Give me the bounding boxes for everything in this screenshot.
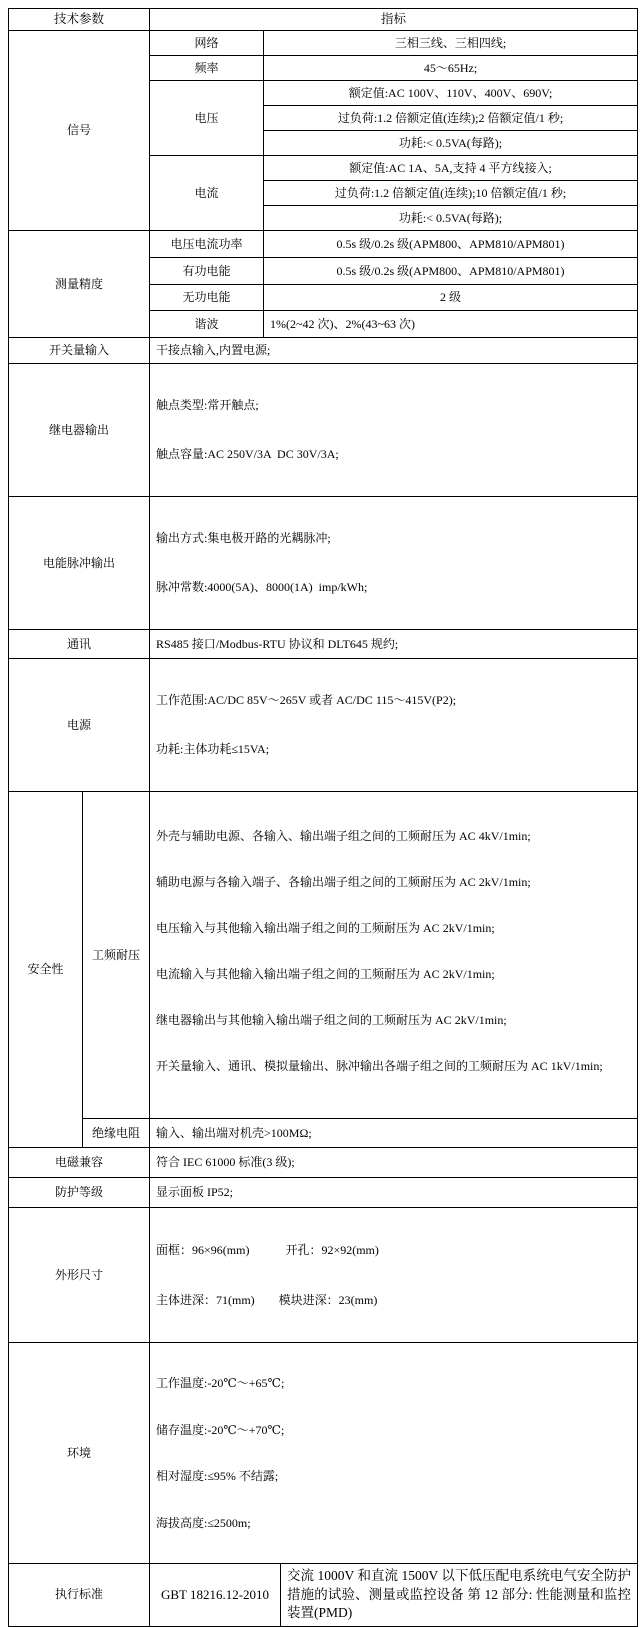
current-label: 电流	[150, 156, 264, 231]
withstand-line-5: 继电器输出与其他输入输出端子组之间的工频耐压为 AC 2kV/1min;	[156, 1013, 507, 1027]
accuracy-row0-value: 0.5s 级/0.2s 级(APM800、APM810/APM801)	[264, 231, 638, 258]
dimensions-line-1: 面框：96×96(mm) 开孔：92×92(mm)	[156, 1243, 379, 1257]
power-line-1: 工作范围:AC/DC 85V～265V 或者 AC/DC 115～415V(P2);	[156, 693, 457, 707]
accuracy-row2-label: 无功电能	[150, 285, 264, 311]
protection-value: 显示面板 IP52;	[150, 1178, 638, 1208]
relay-output-value	[150, 364, 638, 497]
environment-label: 环境	[9, 1343, 150, 1564]
pulse-output-label: 电能脉冲输出	[9, 497, 150, 630]
relay-line-2: 触点容量:AC 250V/3A DC 30V/3A;	[156, 447, 339, 461]
row-relay-output	[9, 364, 638, 497]
row-safety-withstand	[9, 792, 638, 1119]
row-dimensions	[9, 1208, 638, 1343]
frequency-label: 频率	[150, 56, 264, 81]
dimensions-line-2: 主体进深：71(mm) 模块进深：23(mm)	[156, 1293, 378, 1307]
relay-output-label: 继电器输出	[9, 364, 150, 497]
accuracy-row3-label: 谐波	[150, 311, 264, 338]
pulse-line-2: 脉冲常数:4000(5A)、8000(1A) imp/kWh;	[156, 580, 368, 594]
emc-value: 符合 IEC 61000 标准(3 级);	[150, 1148, 638, 1178]
withstand-label: 工频耐压	[83, 792, 150, 1119]
current-overload: 过负荷:1.2 倍额定值(连续);10 倍额定值/1 秒;	[264, 181, 638, 206]
row-communication	[9, 630, 638, 659]
row-protection	[9, 1178, 638, 1208]
pulse-output-value	[150, 497, 638, 630]
safety-label: 安全性	[9, 792, 83, 1148]
standard-code: GBT 18216.12-2010	[150, 1564, 281, 1627]
protection-label: 防护等级	[9, 1178, 150, 1208]
row-standard	[9, 1564, 638, 1627]
accuracy-label: 测量精度	[9, 231, 150, 338]
accuracy-row1-label: 有功电能	[150, 258, 264, 285]
insulation-value: 输入、输出端对机壳>100MΩ;	[150, 1119, 638, 1148]
insulation-label: 绝缘电阻	[83, 1119, 150, 1148]
voltage-overload: 过负荷:1.2 倍额定值(连续);2 倍额定值/1 秒;	[264, 106, 638, 131]
network-label: 网络	[150, 31, 264, 56]
withstand-line-6: 开关量输入、通讯、模拟量输出、脉冲输出各端子组之间的工频耐压为 AC 1kV/1min;	[156, 1059, 603, 1073]
row-safety-insulation	[9, 1119, 638, 1148]
table-header-row	[9, 9, 638, 31]
network-value: 三相三线、三相四线;	[264, 31, 638, 56]
environment-line-2: 储存温度:-20℃～+70℃;	[156, 1422, 285, 1437]
environment-line-4: 海拔高度:≤2500m;	[156, 1515, 251, 1530]
accuracy-row2-value: 2 级	[264, 285, 638, 311]
power-line-2: 功耗:主体功耗≤15VA;	[156, 742, 270, 756]
dimensions-label: 外形尺寸	[9, 1208, 150, 1343]
spec-table	[8, 8, 638, 1627]
row-pulse-output	[9, 497, 638, 630]
row-environment	[9, 1343, 638, 1564]
power-supply-label: 电源	[9, 659, 150, 792]
digital-input-value: 干接点输入,内置电源;	[150, 338, 638, 364]
row-power-supply	[9, 659, 638, 792]
header-index: 指标	[150, 9, 638, 31]
voltage-power: 功耗:< 0.5VA(每路);	[264, 131, 638, 156]
voltage-rated: 额定值:AC 100V、110V、400V、690V;	[264, 81, 638, 106]
environment-line-1: 工作温度:-20℃～+65℃;	[156, 1376, 285, 1390]
relay-line-1: 触点类型:常开触点;	[156, 398, 259, 412]
accuracy-row0-label: 电压电流功率	[150, 231, 264, 258]
voltage-label: 电压	[150, 81, 264, 156]
row-accuracy-power	[9, 231, 638, 258]
accuracy-row3-value: 1%(2~42 次)、2%(43~63 次)	[264, 311, 638, 338]
signal-label: 信号	[9, 31, 150, 231]
accuracy-row1-value: 0.5s 级/0.2s 级(APM800、APM810/APM801)	[264, 258, 638, 285]
withstand-line-3: 电压输入与其他输入输出端子组之间的工频耐压为 AC 2kV/1min;	[156, 921, 495, 935]
digital-input-label: 开关量输入	[9, 338, 150, 364]
withstand-value	[150, 792, 638, 1119]
row-emc	[9, 1148, 638, 1178]
withstand-line-2: 辅助电源与各输入端子、各输出端子组之间的工频耐压为 AC 2kV/1min;	[156, 875, 531, 889]
frequency-value: 45～65Hz;	[264, 56, 638, 81]
environment-line-3: 相对湿度:≤95% 不结露;	[156, 1469, 279, 1483]
communication-value: RS485 接口/Modbus-RTU 协议和 DLT645 规约;	[150, 630, 638, 659]
withstand-line-1: 外壳与辅助电源、各输入、输出端子组之间的工频耐压为 AC 4kV/1min;	[156, 829, 531, 843]
standard-description: 交流 1000V 和直流 1500V 以下低压配电系统电气安全防护措施的试验、测量或监控设备 第 12 部分: 性能测量和监控装置(PMD)	[281, 1564, 638, 1627]
standard-label: 执行标准	[9, 1564, 150, 1627]
current-power: 功耗:< 0.5VA(每路);	[264, 206, 638, 231]
current-rated: 额定值:AC 1A、5A,支持 4 平方线接入;	[264, 156, 638, 181]
environment-value	[150, 1343, 638, 1564]
dimensions-value	[150, 1208, 638, 1343]
pulse-line-1: 输出方式:集电极开路的光耦脉冲;	[156, 531, 331, 545]
withstand-line-4: 电流输入与其他输入输出端子组之间的工频耐压为 AC 2kV/1min;	[156, 967, 495, 981]
emc-label: 电磁兼容	[9, 1148, 150, 1178]
row-digital-input	[9, 338, 638, 364]
row-signal-network	[9, 31, 638, 56]
communication-label: 通讯	[9, 630, 150, 659]
power-supply-value	[150, 659, 638, 792]
header-param: 技术参数	[9, 9, 150, 31]
